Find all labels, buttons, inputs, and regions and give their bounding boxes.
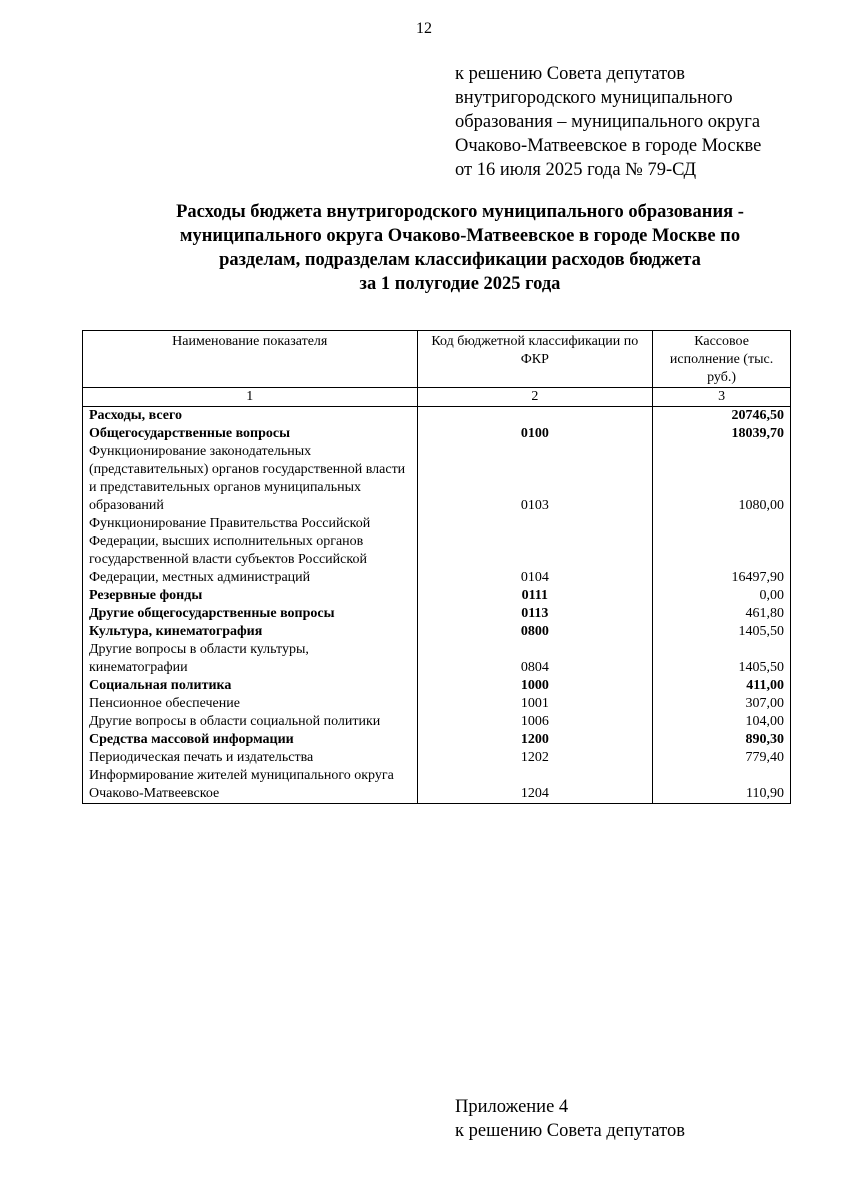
column-number: 2 [417, 388, 653, 407]
table-header-row [83, 331, 791, 388]
decision-reference-line: образования – муниципального округа [455, 112, 761, 132]
header-name: Наименование показателя [83, 331, 418, 388]
table-row [83, 515, 791, 587]
table-row [83, 407, 791, 426]
page-number: 12 [416, 20, 432, 37]
name-cell: Другие вопросы в области культуры, кинематографии [83, 641, 418, 677]
code-cell: 1001 [417, 695, 653, 713]
name-cell: Функционирование законодательных (представительных) органов государственной власти и представительных органов муниципальных образований [83, 443, 418, 515]
table-row [83, 425, 791, 443]
table-row [83, 695, 791, 713]
name-cell: Социальная политика [83, 677, 418, 695]
decision-reference-line: к решению Совета депутатов [455, 64, 685, 84]
code-cell: 1202 [417, 749, 653, 767]
title-line: за 1 полугодие 2025 года [359, 274, 561, 294]
code-cell: 0804 [417, 641, 653, 677]
amount-cell: 779,40 [653, 749, 791, 767]
table-row [83, 587, 791, 605]
name-cell: Расходы, всего [83, 407, 418, 426]
decision-reference [455, 62, 761, 182]
name-cell: Средства массовой информации [83, 731, 418, 749]
column-number-row [83, 388, 791, 407]
table-row [83, 713, 791, 731]
code-cell: 1000 [417, 677, 653, 695]
code-cell: 0111 [417, 587, 653, 605]
amount-cell: 1405,50 [653, 623, 791, 641]
header-code: Код бюджетной классификации по ФКР [417, 331, 653, 388]
code-cell: 0100 [417, 425, 653, 443]
name-cell: Другие вопросы в области социальной политики [83, 713, 418, 731]
code-cell: 0103 [417, 443, 653, 515]
table-row [83, 605, 791, 623]
table-row [83, 677, 791, 695]
amount-cell: 18039,70 [653, 425, 791, 443]
column-number: 3 [653, 388, 791, 407]
name-cell: Функционирование Правительства Российской Федерации, высших исполнительных органов государственной власти субъектов Российской Федерации, местных администраций [83, 515, 418, 587]
table-row [83, 731, 791, 749]
amount-cell: 104,00 [653, 713, 791, 731]
title-line: Расходы бюджета внутригородского муниципального образования - [176, 202, 744, 222]
amount-cell: 307,00 [653, 695, 791, 713]
decision-reference-line: от 16 июля 2025 года № 79-СД [455, 160, 697, 180]
name-cell: Общегосударственные вопросы [83, 425, 418, 443]
appendix-line: к решению Совета депутатов [455, 1121, 685, 1141]
table-row [83, 443, 791, 515]
code-cell: 0800 [417, 623, 653, 641]
expenses-table [82, 330, 791, 804]
name-cell: Культура, кинематография [83, 623, 418, 641]
name-cell: Резервные фонды [83, 587, 418, 605]
name-cell: Другие общегосударственные вопросы [83, 605, 418, 623]
table-row [83, 749, 791, 767]
amount-cell: 110,90 [653, 767, 791, 804]
amount-cell: 16497,90 [653, 515, 791, 587]
appendix-line: Приложение 4 [455, 1097, 569, 1117]
appendix-reference [455, 1095, 685, 1143]
table-row [83, 767, 791, 804]
name-cell: Информирование жителей муниципального округа Очаково-Матвеевское [83, 767, 418, 804]
code-cell: 1204 [417, 767, 653, 804]
amount-cell: 1080,00 [653, 443, 791, 515]
decision-reference-line: Очаково-Матвеевское в городе Москве [455, 136, 762, 156]
table-row [83, 641, 791, 677]
code-cell: 1006 [417, 713, 653, 731]
amount-cell: 20746,50 [653, 407, 791, 426]
amount-cell: 0,00 [653, 587, 791, 605]
title-line: разделам, подразделам классификации расходов бюджета [219, 250, 701, 270]
name-cell: Периодическая печать и издательства [83, 749, 418, 767]
document-title [100, 200, 820, 296]
amount-cell: 411,00 [653, 677, 791, 695]
table-row [83, 623, 791, 641]
decision-reference-line: внутригородского муниципального [455, 88, 733, 108]
code-cell: 0104 [417, 515, 653, 587]
column-number: 1 [83, 388, 418, 407]
code-cell: 1200 [417, 731, 653, 749]
amount-cell: 461,80 [653, 605, 791, 623]
title-line: муниципального округа Очаково-Матвеевское в городе Москве по [179, 226, 741, 246]
table-body [83, 407, 791, 804]
amount-cell: 890,30 [653, 731, 791, 749]
amount-cell: 1405,50 [653, 641, 791, 677]
name-cell: Пенсионное обеспечение [83, 695, 418, 713]
code-cell: 0113 [417, 605, 653, 623]
code-cell [417, 407, 653, 426]
header-amount: Кассовое исполнение (тыс. руб.) [653, 331, 791, 388]
